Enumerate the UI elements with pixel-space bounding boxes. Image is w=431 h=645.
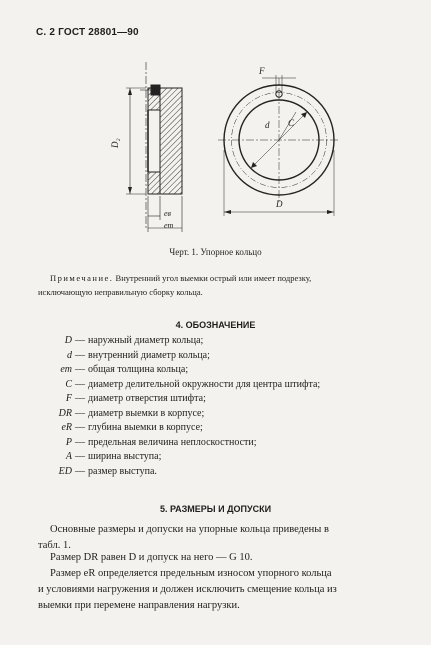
- dash: —: [75, 393, 85, 404]
- page-header: С. 2 ГОСТ 28801—90: [36, 27, 139, 38]
- p1-line-2: табл. 1.: [38, 540, 71, 551]
- designation-item: [20, 408, 204, 419]
- designation-item: [20, 364, 188, 375]
- designation-text: диаметр делительной окружности для центра штифта;: [88, 378, 321, 390]
- label-d-inner: d: [265, 120, 270, 130]
- designation-symbol: C: [65, 378, 72, 390]
- section-5-paragraph-3: [38, 566, 410, 614]
- p3-line-3: выемки при перемене направления нагрузки.: [38, 600, 240, 611]
- designation-symbol: eт: [60, 364, 72, 375]
- designation-symbol: eR: [61, 422, 72, 433]
- dash: —: [75, 378, 85, 390]
- p1-line-1: Основные размеры и допуски на упорные кольца приведены в: [50, 524, 329, 535]
- designation-symbol: ED: [58, 465, 72, 477]
- designation-symbol: F: [65, 393, 72, 404]
- designation-item: [20, 422, 203, 433]
- dash: —: [75, 364, 85, 375]
- section-view: [126, 62, 182, 232]
- designation-text: наружный диаметр кольца;: [88, 335, 204, 346]
- p3-line-1: Размер eR определяется предельным износом упорного кольца: [50, 568, 332, 579]
- dash: —: [75, 465, 85, 477]
- designation-item: [20, 335, 203, 346]
- section-5-title: 5. РАЗМЕРЫ И ДОПУСКИ: [159, 504, 272, 514]
- dash: —: [75, 407, 85, 419]
- designation-text: диаметр отверстия штифта;: [88, 393, 206, 404]
- label-d-outer: D: [276, 199, 283, 209]
- designation-symbol: P: [65, 436, 72, 448]
- note-paragraph: [38, 271, 410, 299]
- section-5-paragraph-2: Размер DR равен D и допуск на него — G 10.: [50, 552, 253, 563]
- section-4-title: 4. ОБОЗНАЧЕНИЕ: [175, 320, 256, 330]
- designation-text: глубина выемки в корпусе;: [88, 422, 203, 433]
- designation-symbol: D: [64, 335, 72, 346]
- label-et: eт: [164, 221, 174, 230]
- designation-text: размер выступа.: [88, 465, 157, 477]
- label-eb: eв: [164, 209, 172, 218]
- designation-item: [20, 451, 161, 462]
- dash: —: [75, 451, 85, 462]
- label-d2: D₂: [110, 138, 120, 148]
- figure-caption: Черт. 1. Упорное кольцо: [169, 247, 262, 257]
- note-line-2: исключающую неправильную сборку кольца.: [38, 287, 203, 297]
- dash: —: [75, 436, 85, 448]
- designation-item: [20, 393, 206, 404]
- note-line-1: [38, 271, 410, 285]
- designation-item: [20, 437, 257, 448]
- designation-text: диаметр выемки в корпусе;: [88, 407, 205, 419]
- dash: —: [75, 349, 85, 361]
- designation-item: [20, 350, 210, 361]
- dash: —: [75, 335, 85, 346]
- designation-symbol: d: [67, 349, 72, 361]
- designation-symbol: A: [65, 451, 72, 462]
- designation-item: [20, 379, 320, 390]
- plan-view: [218, 75, 340, 216]
- designation-text: внутренний диаметр кольца;: [88, 349, 210, 361]
- label-f: F: [259, 66, 265, 76]
- dash: —: [75, 422, 85, 433]
- ring-drawing: [0, 50, 431, 250]
- designation-text: ширина выступа;: [88, 451, 162, 462]
- designation-text: общая толщина кольца;: [88, 364, 189, 375]
- label-c: C: [288, 118, 295, 128]
- designation-item: [20, 466, 157, 477]
- designation-text: предельная величина неплоскостности;: [88, 436, 257, 448]
- p3-line-2: и условиями нагружения и должен исключить смещение кольца из: [38, 584, 337, 595]
- designation-symbol: DR: [58, 407, 72, 419]
- note-lead: Примечание.: [50, 273, 114, 283]
- ring-drawing-svg: [0, 50, 431, 250]
- note-line1-text: Внутренний угол выемки острый или имеет подрезку,: [115, 273, 312, 283]
